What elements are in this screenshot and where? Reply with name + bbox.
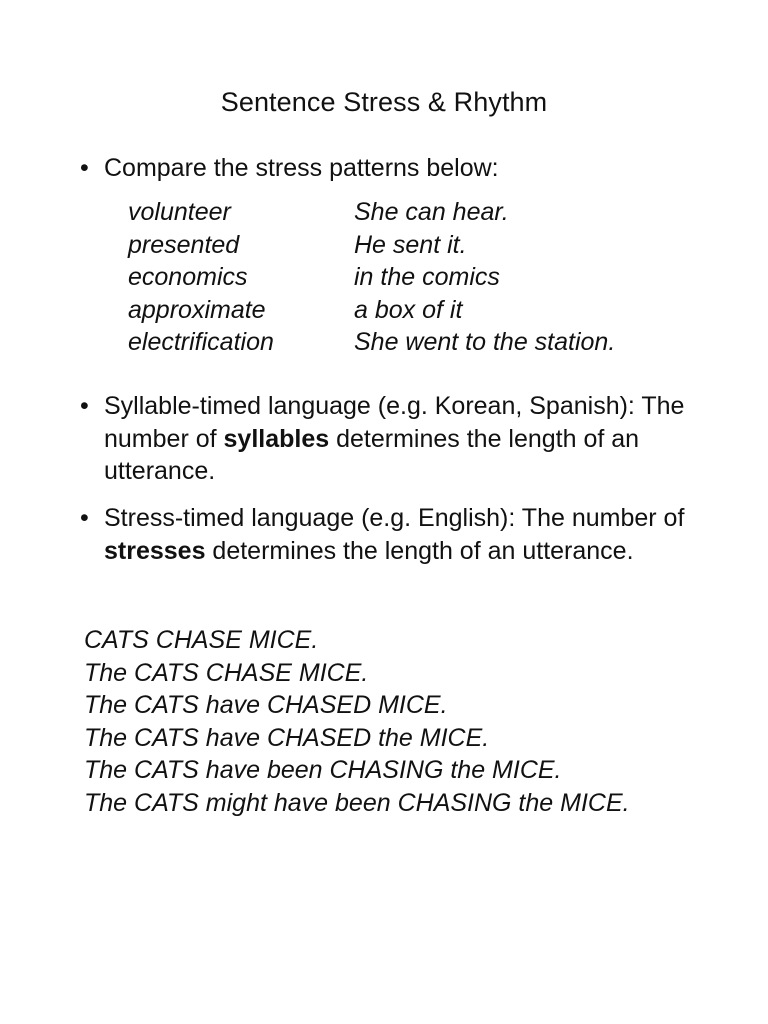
example-sentence: The CATS have CHASED MICE. [84,691,448,720]
bullet-icon: • [80,154,89,182]
phrase-cell: a box of it [354,295,463,324]
phrase-cell: in the comics [354,263,500,291]
bold-term: syllables [223,424,330,453]
bullet-icon: • [80,504,89,532]
text-span: determines the length of an utterance. [104,424,640,485]
phrase-cell: She went to the station. [354,328,616,356]
bullet-icon: • [80,392,89,420]
bullet-row [80,502,720,567]
stress-comparison-table [128,196,674,359]
word-cell: presented [128,230,240,259]
example-sentence: The CATS might have been CHASING the MICE. [84,788,630,817]
bullet-text: Compare the stress patterns below: [104,154,499,182]
bold-term: stresses [104,536,206,565]
example-sentence: The CATS have CHASED the MICE. [84,723,490,752]
phrase-cell: He sent it. [354,230,467,259]
phrase-cell: She can hear. [354,198,509,226]
word-cell: approximate [128,295,266,324]
example-sentences [84,624,630,820]
comparison-row [128,196,674,229]
comparison-row [128,229,674,262]
bullet-row [80,152,720,185]
text-span: Syllable-timed language (e.g. Korean, Spanish): The number of [104,392,685,453]
example-sentence: The CATS have been CHASING the MICE. [84,756,562,785]
page-title: Sentence Stress & Rhythm [220,87,548,117]
word-cell: electrification [128,328,274,356]
comparison-row [128,261,674,294]
bullet-syllable-timed [80,390,720,488]
bullet-row [80,390,720,488]
text-span: determines the length of an utterance. [205,536,634,565]
bullet-text [104,390,720,488]
comparison-row [128,294,674,327]
word-cell: economics [128,263,248,291]
text-span: Stress-timed language (e.g. English): The number of [104,504,685,532]
example-sentence: The CATS CHASE MICE. [84,658,369,687]
word-cell: volunteer [128,198,231,226]
example-sentence: CATS CHASE MICE. [84,626,319,654]
bullet-stress-timed [80,502,720,567]
bullet-compare [80,152,720,185]
bullet-text [104,502,720,567]
comparison-row [128,326,674,359]
